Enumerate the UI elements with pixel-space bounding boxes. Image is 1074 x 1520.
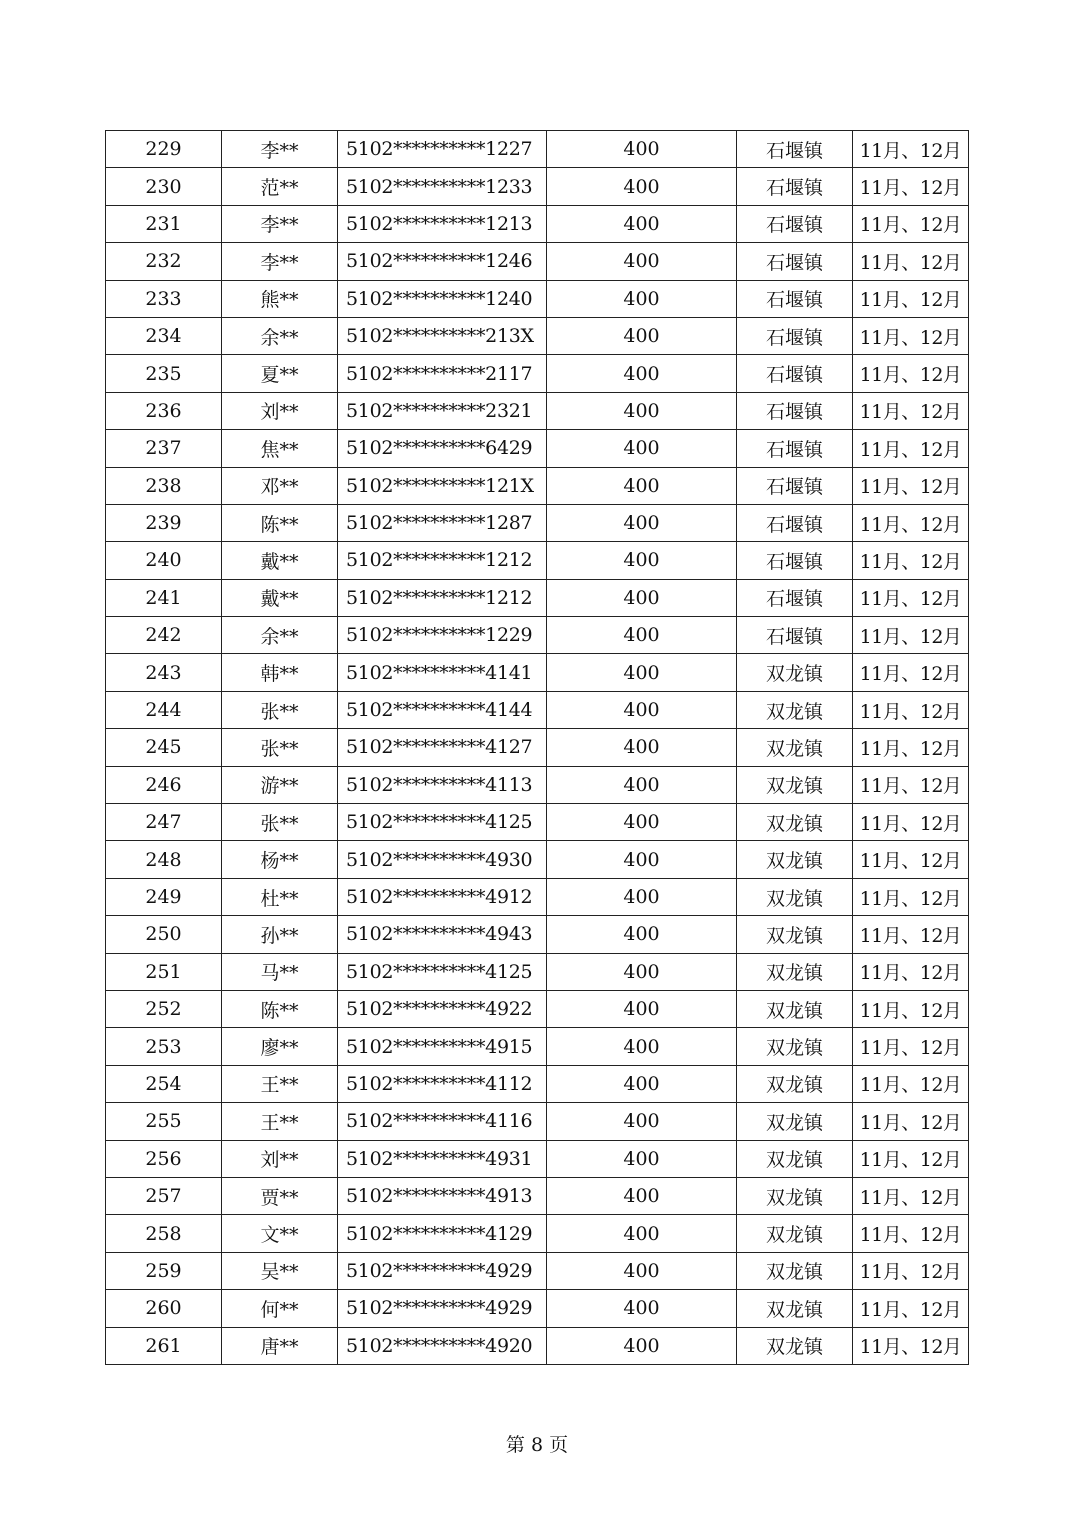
cell-serial-number: 238 bbox=[106, 467, 222, 504]
table-row bbox=[106, 1028, 969, 1065]
cell-id-number: 5102**********4127 bbox=[338, 729, 547, 766]
cell-serial-number: 236 bbox=[106, 392, 222, 429]
cell-amount: 400 bbox=[547, 654, 737, 691]
table-row bbox=[106, 953, 969, 990]
cell-name: 李** bbox=[222, 131, 338, 168]
table-row bbox=[106, 1177, 969, 1214]
table-row bbox=[106, 990, 969, 1027]
cell-name: 余** bbox=[222, 317, 338, 354]
cell-amount: 400 bbox=[547, 205, 737, 242]
beneficiary-table bbox=[105, 130, 969, 1365]
cell-name: 王** bbox=[222, 1103, 338, 1140]
cell-name: 邓** bbox=[222, 467, 338, 504]
cell-id-number: 5102**********4125 bbox=[338, 804, 547, 841]
cell-name: 焦** bbox=[222, 430, 338, 467]
cell-id-number: 5102**********4929 bbox=[338, 1290, 547, 1327]
cell-name: 李** bbox=[222, 205, 338, 242]
cell-serial-number: 257 bbox=[106, 1177, 222, 1214]
cell-town: 双龙镇 bbox=[737, 1290, 853, 1327]
cell-serial-number: 252 bbox=[106, 990, 222, 1027]
cell-amount: 400 bbox=[547, 467, 737, 504]
cell-name: 刘** bbox=[222, 1140, 338, 1177]
cell-months: 11月、12月 bbox=[853, 317, 969, 354]
cell-months: 11月、12月 bbox=[853, 617, 969, 654]
cell-months: 11月、12月 bbox=[853, 1177, 969, 1214]
table-row bbox=[106, 1252, 969, 1289]
cell-town: 石堰镇 bbox=[737, 205, 853, 242]
cell-name: 李** bbox=[222, 243, 338, 280]
cell-id-number: 5102**********1212 bbox=[338, 579, 547, 616]
cell-amount: 400 bbox=[547, 504, 737, 541]
cell-id-number: 5102**********1233 bbox=[338, 168, 547, 205]
cell-town: 石堰镇 bbox=[737, 317, 853, 354]
cell-amount: 400 bbox=[547, 579, 737, 616]
cell-town: 石堰镇 bbox=[737, 504, 853, 541]
cell-town: 双龙镇 bbox=[737, 1327, 853, 1364]
cell-serial-number: 232 bbox=[106, 243, 222, 280]
table-row bbox=[106, 317, 969, 354]
cell-name: 刘** bbox=[222, 392, 338, 429]
cell-amount: 400 bbox=[547, 1065, 737, 1102]
table-row bbox=[106, 1103, 969, 1140]
table-row bbox=[106, 168, 969, 205]
cell-serial-number: 235 bbox=[106, 355, 222, 392]
table-row bbox=[106, 467, 969, 504]
cell-id-number: 5102**********4943 bbox=[338, 916, 547, 953]
cell-name: 戴** bbox=[222, 579, 338, 616]
cell-months: 11月、12月 bbox=[853, 355, 969, 392]
cell-town: 石堰镇 bbox=[737, 131, 853, 168]
cell-town: 双龙镇 bbox=[737, 766, 853, 803]
table-row bbox=[106, 916, 969, 953]
cell-serial-number: 261 bbox=[106, 1327, 222, 1364]
cell-name: 张** bbox=[222, 804, 338, 841]
cell-town: 双龙镇 bbox=[737, 1177, 853, 1214]
cell-name: 马** bbox=[222, 953, 338, 990]
cell-serial-number: 250 bbox=[106, 916, 222, 953]
cell-town: 石堰镇 bbox=[737, 392, 853, 429]
cell-months: 11月、12月 bbox=[853, 542, 969, 579]
cell-town: 双龙镇 bbox=[737, 878, 853, 915]
cell-name: 陈** bbox=[222, 990, 338, 1027]
cell-months: 11月、12月 bbox=[853, 990, 969, 1027]
cell-months: 11月、12月 bbox=[853, 430, 969, 467]
cell-serial-number: 254 bbox=[106, 1065, 222, 1102]
cell-serial-number: 248 bbox=[106, 841, 222, 878]
cell-town: 双龙镇 bbox=[737, 953, 853, 990]
table-row bbox=[106, 766, 969, 803]
cell-months: 11月、12月 bbox=[853, 168, 969, 205]
cell-name: 范** bbox=[222, 168, 338, 205]
cell-name: 杜** bbox=[222, 878, 338, 915]
cell-name: 余** bbox=[222, 617, 338, 654]
cell-serial-number: 258 bbox=[106, 1215, 222, 1252]
cell-months: 11月、12月 bbox=[853, 841, 969, 878]
cell-amount: 400 bbox=[547, 542, 737, 579]
table-row bbox=[106, 878, 969, 915]
cell-name: 张** bbox=[222, 691, 338, 728]
cell-id-number: 5102**********4144 bbox=[338, 691, 547, 728]
cell-id-number: 5102**********4929 bbox=[338, 1252, 547, 1289]
cell-town: 双龙镇 bbox=[737, 1065, 853, 1102]
cell-id-number: 5102**********4141 bbox=[338, 654, 547, 691]
cell-id-number: 5102**********2117 bbox=[338, 355, 547, 392]
cell-town: 双龙镇 bbox=[737, 729, 853, 766]
cell-months: 11月、12月 bbox=[853, 131, 969, 168]
cell-name: 王** bbox=[222, 1065, 338, 1102]
cell-town: 双龙镇 bbox=[737, 654, 853, 691]
cell-id-number: 5102**********4125 bbox=[338, 953, 547, 990]
table-row bbox=[106, 1140, 969, 1177]
cell-serial-number: 253 bbox=[106, 1028, 222, 1065]
cell-id-number: 5102**********4922 bbox=[338, 990, 547, 1027]
cell-months: 11月、12月 bbox=[853, 1290, 969, 1327]
cell-amount: 400 bbox=[547, 691, 737, 728]
cell-serial-number: 245 bbox=[106, 729, 222, 766]
cell-amount: 400 bbox=[547, 131, 737, 168]
cell-serial-number: 229 bbox=[106, 131, 222, 168]
cell-amount: 400 bbox=[547, 878, 737, 915]
cell-town: 石堰镇 bbox=[737, 280, 853, 317]
cell-serial-number: 256 bbox=[106, 1140, 222, 1177]
cell-serial-number: 237 bbox=[106, 430, 222, 467]
cell-amount: 400 bbox=[547, 804, 737, 841]
cell-amount: 400 bbox=[547, 1327, 737, 1364]
cell-months: 11月、12月 bbox=[853, 953, 969, 990]
cell-town: 双龙镇 bbox=[737, 691, 853, 728]
table-row bbox=[106, 691, 969, 728]
cell-town: 石堰镇 bbox=[737, 243, 853, 280]
cell-name: 陈** bbox=[222, 504, 338, 541]
table-row bbox=[106, 131, 969, 168]
cell-name: 熊** bbox=[222, 280, 338, 317]
cell-town: 双龙镇 bbox=[737, 1028, 853, 1065]
cell-amount: 400 bbox=[547, 990, 737, 1027]
cell-amount: 400 bbox=[547, 729, 737, 766]
cell-id-number: 5102**********4912 bbox=[338, 878, 547, 915]
cell-amount: 400 bbox=[547, 1028, 737, 1065]
cell-serial-number: 247 bbox=[106, 804, 222, 841]
cell-serial-number: 244 bbox=[106, 691, 222, 728]
cell-town: 石堰镇 bbox=[737, 617, 853, 654]
cell-id-number: 5102**********1229 bbox=[338, 617, 547, 654]
table-row bbox=[106, 392, 969, 429]
cell-amount: 400 bbox=[547, 1252, 737, 1289]
cell-id-number: 5102**********4113 bbox=[338, 766, 547, 803]
cell-serial-number: 260 bbox=[106, 1290, 222, 1327]
cell-months: 11月、12月 bbox=[853, 392, 969, 429]
table-row bbox=[106, 617, 969, 654]
cell-name: 贾** bbox=[222, 1177, 338, 1214]
cell-months: 11月、12月 bbox=[853, 1103, 969, 1140]
cell-serial-number: 233 bbox=[106, 280, 222, 317]
cell-amount: 400 bbox=[547, 317, 737, 354]
cell-months: 11月、12月 bbox=[853, 1028, 969, 1065]
cell-id-number: 5102**********2321 bbox=[338, 392, 547, 429]
cell-id-number: 5102**********1227 bbox=[338, 131, 547, 168]
cell-town: 双龙镇 bbox=[737, 1252, 853, 1289]
cell-amount: 400 bbox=[547, 392, 737, 429]
cell-id-number: 5102**********4129 bbox=[338, 1215, 547, 1252]
cell-amount: 400 bbox=[547, 168, 737, 205]
cell-months: 11月、12月 bbox=[853, 280, 969, 317]
cell-id-number: 5102**********4913 bbox=[338, 1177, 547, 1214]
cell-serial-number: 243 bbox=[106, 654, 222, 691]
cell-name: 游** bbox=[222, 766, 338, 803]
cell-amount: 400 bbox=[547, 1103, 737, 1140]
cell-serial-number: 240 bbox=[106, 542, 222, 579]
table-row bbox=[106, 654, 969, 691]
cell-months: 11月、12月 bbox=[853, 729, 969, 766]
cell-serial-number: 230 bbox=[106, 168, 222, 205]
cell-name: 张** bbox=[222, 729, 338, 766]
cell-id-number: 5102**********213X bbox=[338, 317, 547, 354]
cell-id-number: 5102**********6429 bbox=[338, 430, 547, 467]
cell-town: 双龙镇 bbox=[737, 916, 853, 953]
cell-months: 11月、12月 bbox=[853, 1327, 969, 1364]
cell-id-number: 5102**********121X bbox=[338, 467, 547, 504]
cell-months: 11月、12月 bbox=[853, 205, 969, 242]
page-number: 第 8 页 bbox=[505, 1434, 569, 1456]
table-row bbox=[106, 542, 969, 579]
cell-town: 石堰镇 bbox=[737, 467, 853, 504]
cell-amount: 400 bbox=[547, 1215, 737, 1252]
cell-town: 双龙镇 bbox=[737, 1140, 853, 1177]
cell-name: 文** bbox=[222, 1215, 338, 1252]
cell-id-number: 5102**********1212 bbox=[338, 542, 547, 579]
cell-months: 11月、12月 bbox=[853, 916, 969, 953]
table-row bbox=[106, 804, 969, 841]
table-row bbox=[106, 243, 969, 280]
cell-town: 双龙镇 bbox=[737, 1215, 853, 1252]
table-row bbox=[106, 1065, 969, 1102]
table-row bbox=[106, 729, 969, 766]
cell-amount: 400 bbox=[547, 841, 737, 878]
cell-amount: 400 bbox=[547, 355, 737, 392]
table-row bbox=[106, 355, 969, 392]
table-row bbox=[106, 1290, 969, 1327]
cell-name: 戴** bbox=[222, 542, 338, 579]
cell-id-number: 5102**********4931 bbox=[338, 1140, 547, 1177]
cell-serial-number: 231 bbox=[106, 205, 222, 242]
cell-serial-number: 241 bbox=[106, 579, 222, 616]
cell-serial-number: 259 bbox=[106, 1252, 222, 1289]
cell-amount: 400 bbox=[547, 430, 737, 467]
cell-name: 孙** bbox=[222, 916, 338, 953]
cell-months: 11月、12月 bbox=[853, 878, 969, 915]
cell-months: 11月、12月 bbox=[853, 691, 969, 728]
cell-id-number: 5102**********4930 bbox=[338, 841, 547, 878]
cell-town: 双龙镇 bbox=[737, 841, 853, 878]
cell-id-number: 5102**********1213 bbox=[338, 205, 547, 242]
cell-name: 唐** bbox=[222, 1327, 338, 1364]
cell-months: 11月、12月 bbox=[853, 1215, 969, 1252]
cell-town: 双龙镇 bbox=[737, 804, 853, 841]
cell-id-number: 5102**********1240 bbox=[338, 280, 547, 317]
cell-town: 石堰镇 bbox=[737, 430, 853, 467]
cell-months: 11月、12月 bbox=[853, 1252, 969, 1289]
cell-amount: 400 bbox=[547, 617, 737, 654]
cell-id-number: 5102**********4116 bbox=[338, 1103, 547, 1140]
cell-name: 吴** bbox=[222, 1252, 338, 1289]
table-row bbox=[106, 1215, 969, 1252]
cell-town: 双龙镇 bbox=[737, 990, 853, 1027]
cell-id-number: 5102**********1246 bbox=[338, 243, 547, 280]
cell-amount: 400 bbox=[547, 953, 737, 990]
cell-amount: 400 bbox=[547, 1290, 737, 1327]
cell-serial-number: 234 bbox=[106, 317, 222, 354]
cell-id-number: 5102**********4920 bbox=[338, 1327, 547, 1364]
cell-town: 双龙镇 bbox=[737, 1103, 853, 1140]
cell-months: 11月、12月 bbox=[853, 766, 969, 803]
cell-serial-number: 242 bbox=[106, 617, 222, 654]
cell-months: 11月、12月 bbox=[853, 467, 969, 504]
table-row bbox=[106, 280, 969, 317]
cell-amount: 400 bbox=[547, 243, 737, 280]
cell-amount: 400 bbox=[547, 916, 737, 953]
cell-town: 石堰镇 bbox=[737, 168, 853, 205]
cell-id-number: 5102**********4112 bbox=[338, 1065, 547, 1102]
cell-id-number: 5102**********4915 bbox=[338, 1028, 547, 1065]
cell-months: 11月、12月 bbox=[853, 654, 969, 691]
cell-town: 石堰镇 bbox=[737, 579, 853, 616]
cell-serial-number: 251 bbox=[106, 953, 222, 990]
cell-months: 11月、12月 bbox=[853, 1065, 969, 1102]
cell-serial-number: 255 bbox=[106, 1103, 222, 1140]
cell-name: 韩** bbox=[222, 654, 338, 691]
table-row bbox=[106, 205, 969, 242]
cell-town: 石堰镇 bbox=[737, 542, 853, 579]
table-row bbox=[106, 504, 969, 541]
cell-months: 11月、12月 bbox=[853, 1140, 969, 1177]
cell-name: 杨** bbox=[222, 841, 338, 878]
cell-months: 11月、12月 bbox=[853, 804, 969, 841]
table-row bbox=[106, 1327, 969, 1364]
cell-serial-number: 239 bbox=[106, 504, 222, 541]
cell-id-number: 5102**********1287 bbox=[338, 504, 547, 541]
cell-name: 夏** bbox=[222, 355, 338, 392]
cell-months: 11月、12月 bbox=[853, 579, 969, 616]
table-row bbox=[106, 841, 969, 878]
cell-amount: 400 bbox=[547, 1140, 737, 1177]
cell-months: 11月、12月 bbox=[853, 243, 969, 280]
cell-town: 石堰镇 bbox=[737, 355, 853, 392]
table-row bbox=[106, 430, 969, 467]
table-row bbox=[106, 579, 969, 616]
cell-amount: 400 bbox=[547, 766, 737, 803]
cell-serial-number: 249 bbox=[106, 878, 222, 915]
cell-amount: 400 bbox=[547, 1177, 737, 1214]
cell-serial-number: 246 bbox=[106, 766, 222, 803]
cell-name: 何** bbox=[222, 1290, 338, 1327]
cell-amount: 400 bbox=[547, 280, 737, 317]
table-body bbox=[106, 131, 969, 1365]
cell-name: 廖** bbox=[222, 1028, 338, 1065]
cell-months: 11月、12月 bbox=[853, 504, 969, 541]
